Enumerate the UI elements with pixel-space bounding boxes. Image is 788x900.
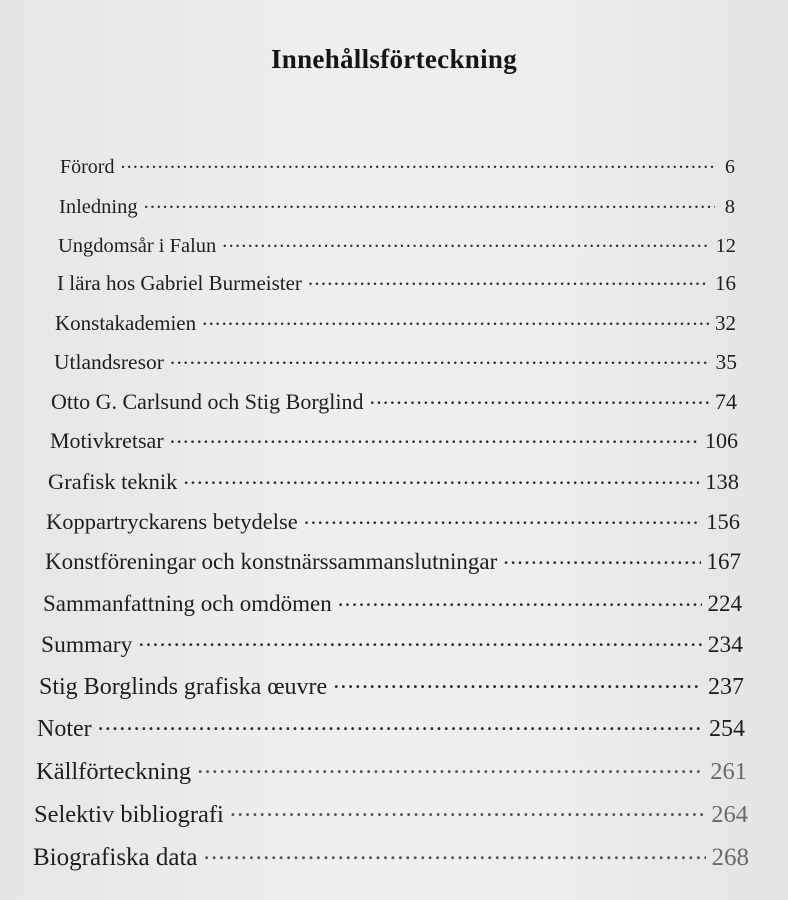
toc-entry	[51, 387, 737, 415]
toc-entry	[39, 670, 744, 701]
toc-entry-page: 74	[715, 389, 737, 414]
toc-entry-page: 8	[724, 195, 735, 218]
toc-entry	[48, 466, 739, 495]
dot-leader	[197, 754, 704, 779]
dot-leader	[230, 797, 705, 822]
toc-entry-title: Motivkretsar	[50, 428, 164, 453]
dot-leader	[170, 426, 699, 448]
toc-entry-page: 261	[710, 757, 747, 785]
toc-entry	[41, 628, 743, 659]
toc-entry	[55, 309, 736, 336]
toc-entry	[46, 506, 740, 535]
toc-entry-page: 237	[708, 674, 744, 700]
toc-entry	[36, 754, 747, 786]
dot-leader	[308, 269, 709, 290]
toc-entry-page: 12	[715, 234, 736, 257]
toc-entry-title: Stig Borglinds grafiska œuvre	[39, 674, 328, 700]
toc-entry	[54, 347, 737, 375]
toc-entry-page: 6	[725, 156, 735, 178]
toc-entry-title: Noter	[37, 716, 92, 742]
toc-entry-page: 138	[705, 468, 739, 494]
toc-entry-title: Summary	[41, 631, 133, 658]
dot-leader	[202, 309, 709, 330]
toc-entry-page: 16	[715, 271, 736, 295]
toc-entry	[33, 840, 749, 872]
dot-leader	[333, 670, 702, 694]
toc-entry-page: 156	[706, 508, 740, 534]
toc-entry-page: 167	[706, 549, 741, 574]
toc-entry-title: Konstföreningar och konstnärssammanslutningar	[45, 549, 498, 574]
toc-entry	[58, 231, 736, 258]
dot-leader	[120, 153, 715, 173]
toc-entry	[43, 588, 742, 617]
toc-entry	[37, 712, 745, 743]
toc-entry-title: Inledning	[59, 195, 138, 218]
toc-entry-page: 35	[715, 349, 737, 374]
toc-entry-title: Konstakademien	[55, 311, 197, 335]
toc-entry	[59, 192, 735, 219]
toc-entry	[60, 153, 735, 179]
toc-entry	[45, 546, 741, 575]
toc-entry	[34, 797, 748, 829]
toc-entry-page: 224	[707, 591, 742, 616]
toc-entry-title: Koppartryckarens betydelse	[46, 508, 298, 534]
dot-leader	[370, 387, 710, 409]
dot-leader	[204, 840, 706, 865]
dot-leader	[183, 466, 699, 489]
toc-entry-page: 106	[705, 428, 738, 453]
toc-entry-page: 234	[707, 631, 743, 658]
toc-entry-title: Utlandsresor	[54, 349, 164, 374]
dot-leader	[170, 347, 710, 369]
toc-entry-page: 268	[711, 844, 749, 871]
dot-leader	[144, 192, 715, 213]
toc-entry	[50, 426, 738, 454]
toc-entry	[57, 269, 736, 296]
toc-entry-title: Grafisk teknik	[48, 468, 178, 494]
dot-leader	[304, 506, 700, 529]
dot-leader	[503, 546, 700, 569]
toc-entry-title: Biografiska data	[33, 844, 198, 871]
toc-entry-title: Selektiv bibliografi	[34, 800, 224, 828]
page-title: Innehållsförteckning	[270, 44, 518, 74]
dot-leader	[222, 231, 709, 252]
toc-entry-title: Otto G. Carlsund och Stig Borglind	[51, 389, 364, 414]
toc-entry-page: 32	[715, 311, 736, 335]
toc-entry-page: 264	[711, 800, 748, 828]
toc-entry-title: Ungdomsår i Falun	[58, 234, 217, 257]
toc-entry-title: Sammanfattning och omdömen	[43, 591, 332, 616]
toc-entry-title: Förord	[60, 156, 115, 178]
dot-leader	[138, 628, 701, 652]
toc-entry-title: I lära hos Gabriel Burmeister	[57, 271, 302, 295]
dot-leader	[98, 712, 703, 736]
toc-entry-title: Källförteckning	[36, 757, 192, 785]
toc-entry-page: 254	[709, 716, 745, 742]
dot-leader	[338, 588, 702, 611]
